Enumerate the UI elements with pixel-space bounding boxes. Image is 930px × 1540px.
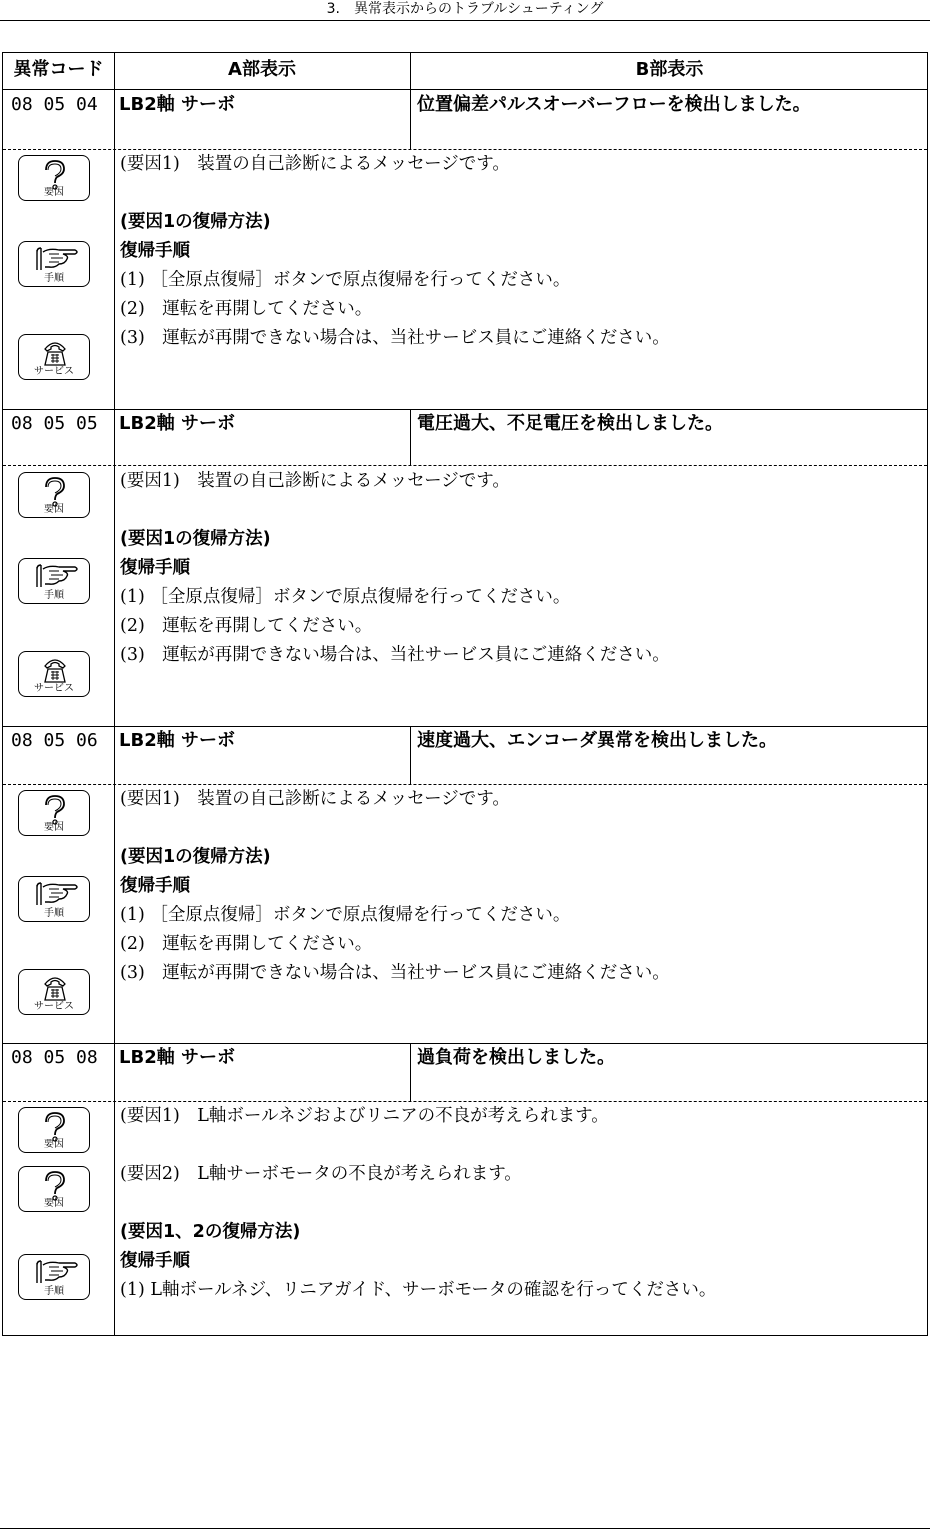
error-code: 08 05 05 — [11, 413, 98, 434]
detail-line — [120, 1189, 716, 1218]
detail-line: (要因1の復帰方法) — [120, 212, 271, 232]
detail-line: (3) 運転が再開できない場合は、当社サービス員にご連絡ください。 — [120, 645, 670, 665]
detail-line: (2) 運転を再開してください。 — [120, 299, 373, 319]
detail-line: (2) 運転を再開してください。 — [120, 934, 373, 954]
column-divider — [410, 409, 411, 465]
icon-label: 要因 — [44, 504, 64, 515]
question-icon — [18, 1107, 90, 1153]
question-icon — [18, 472, 90, 518]
question-icon — [18, 155, 90, 201]
col-header-a: A部表示 — [228, 59, 296, 80]
icon-label: 手順 — [44, 273, 64, 284]
b-display: 位置偏差パルスオーバーフローを検出しました。 — [417, 94, 811, 115]
detail-line: (要因1) 装置の自己診断によるメッセージです。 — [120, 154, 510, 174]
header-divider — [3, 89, 927, 90]
icon-label: サービス — [34, 1001, 74, 1012]
page-header-title: 3. 異常表示からのトラブルシューティング — [326, 1, 604, 17]
detail-block — [120, 467, 670, 670]
pointing-hand-icon — [18, 876, 90, 922]
detail-line: (1) ［全原点復帰］ボタンで原点復帰を行ってください。 — [120, 587, 571, 607]
b-display: 電圧過大、不足電圧を検出しました。 — [417, 413, 723, 434]
detail-line: (1) L軸ボールネジ、リニアガイド、サーボモータの確認を行ってください。 — [120, 1280, 717, 1300]
col-header-b: B部表示 — [635, 59, 704, 80]
column-divider — [410, 1043, 411, 1101]
col-header-code: 異常コード — [13, 59, 104, 80]
pointing-hand-icon — [18, 241, 90, 287]
column-divider — [410, 726, 411, 784]
footer-rule — [0, 1528, 930, 1529]
icon-label: 手順 — [44, 1286, 64, 1297]
detail-line: (要因1) 装置の自己診断によるメッセージです。 — [120, 789, 510, 809]
pointing-hand-icon — [18, 558, 90, 604]
icon-label: 要因 — [44, 187, 64, 198]
icon-label: 手順 — [44, 590, 64, 601]
error-code: 08 05 08 — [11, 1047, 98, 1068]
detail-line — [120, 1131, 716, 1160]
a-display: LB2軸 サーボ — [119, 730, 235, 751]
icon-label: 要因 — [44, 1198, 64, 1209]
detail-line: (要因1の復帰方法) — [120, 529, 271, 549]
a-display: LB2軸 サーボ — [119, 413, 235, 434]
telephone-icon — [18, 969, 90, 1015]
detail-line: (3) 運転が再開できない場合は、当社サービス員にご連絡ください。 — [120, 328, 670, 348]
page-header — [0, 0, 930, 21]
icon-label: サービス — [34, 366, 74, 377]
a-display: LB2軸 サーボ — [119, 94, 235, 115]
detail-line: 復帰手順 — [120, 241, 190, 261]
detail-block — [120, 1102, 716, 1305]
detail-block — [120, 785, 670, 988]
error-code: 08 05 04 — [11, 94, 98, 115]
icon-label: 手順 — [44, 908, 64, 919]
telephone-icon — [18, 334, 90, 380]
row-divider — [3, 1043, 927, 1044]
icon-label: 要因 — [44, 822, 64, 833]
row-divider — [3, 726, 927, 727]
icon-label: 要因 — [44, 1139, 64, 1150]
detail-line: 復帰手順 — [120, 558, 190, 578]
detail-line: 復帰手順 — [120, 876, 190, 896]
detail-block — [120, 150, 670, 353]
question-icon — [18, 1166, 90, 1212]
column-divider — [114, 53, 115, 1335]
detail-line: (1) ［全原点復帰］ボタンで原点復帰を行ってください。 — [120, 905, 571, 925]
telephone-icon — [18, 651, 90, 697]
detail-line: (3) 運転が再開できない場合は、当社サービス員にご連絡ください。 — [120, 963, 670, 983]
error-code: 08 05 06 — [11, 730, 98, 751]
icon-label: サービス — [34, 683, 74, 694]
detail-line: (要因1) 装置の自己診断によるメッセージです。 — [120, 471, 510, 491]
row-divider — [3, 409, 927, 410]
detail-line: (要因1、2の復帰方法) — [120, 1222, 301, 1242]
detail-line — [120, 814, 670, 843]
pointing-hand-icon — [18, 1254, 90, 1300]
detail-line — [120, 496, 670, 525]
detail-line: (2) 運転を再開してください。 — [120, 616, 373, 636]
detail-line — [120, 179, 670, 208]
b-display: 過負荷を検出しました。 — [417, 1047, 615, 1068]
b-display: 速度過大、エンコーダ異常を検出しました。 — [417, 730, 777, 751]
detail-line: 復帰手順 — [120, 1251, 190, 1271]
a-display: LB2軸 サーボ — [119, 1047, 235, 1068]
row-dashed-divider — [3, 465, 927, 466]
question-icon — [18, 790, 90, 836]
detail-line: (要因2) L軸サーボモータの不良が考えられます。 — [120, 1164, 522, 1184]
detail-line: (1) ［全原点復帰］ボタンで原点復帰を行ってください。 — [120, 270, 571, 290]
detail-line: (要因1) L軸ボールネジおよびリニアの不良が考えられます。 — [120, 1106, 609, 1126]
detail-line: (要因1の復帰方法) — [120, 847, 271, 867]
